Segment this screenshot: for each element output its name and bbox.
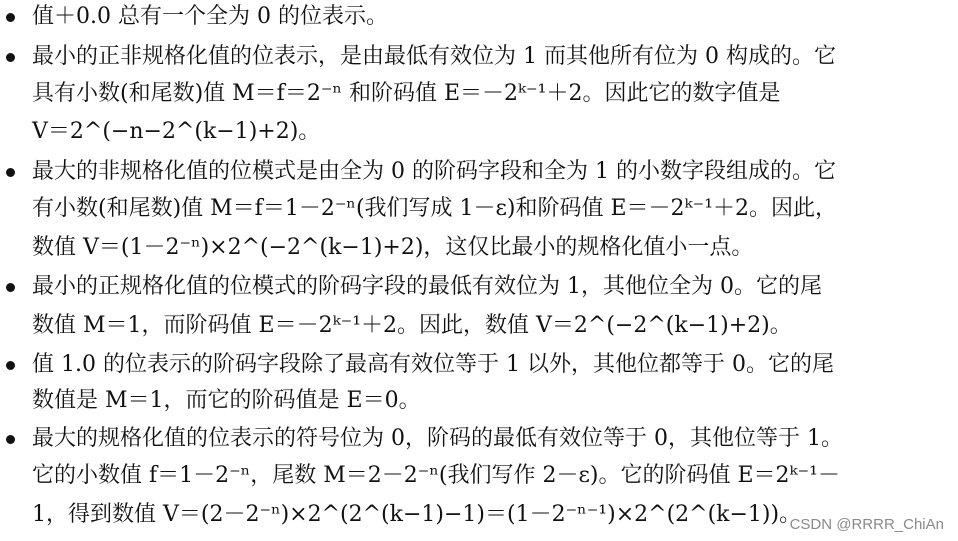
bullet-dot (6, 53, 15, 62)
text-line: 数值 V＝(1－2⁻ⁿ)×2^(−2^(k−1)+2)，这仅比最小的规格化值小一点。 (32, 235, 754, 260)
text-line: 数值 M＝1，而阶码值 E＝－2ᵏ⁻¹＋2。因此，数值 V＝2^(−2^(k−1)+2)。 (32, 313, 792, 338)
text-line: 最小的正规格化值的位模式的阶码字段的最低有效位为 1，其他位全为 0。它的尾 (32, 274, 822, 299)
text-line: 它的小数值 f＝1－2⁻ⁿ，尾数 M＝2－2⁻ⁿ(我们写作 2－ε)。它的阶码值 E＝2ᵏ⁻¹－ (32, 463, 840, 488)
bullet-dot (6, 435, 15, 444)
bullet-dot (6, 168, 15, 177)
text-line: 数值是 M＝1，而它的阶码值是 E＝0。 (32, 388, 421, 413)
text-line: 具有小数(和尾数)值 M＝f＝2⁻ⁿ 和阶码值 E＝－2ᵏ⁻¹＋2。因此它的数字值是 (32, 81, 781, 106)
watermark: CSDN @RRRR_ChiAn (789, 516, 944, 533)
text-line: 值＋0.0 总有一个全为 0 的位表示。 (32, 4, 388, 29)
text-line: 有小数(和尾数)值 M＝f＝1－2⁻ⁿ(我们写成 1－ε)和阶码值 E＝－2ᵏ⁻¹＋2。因此， (32, 196, 838, 221)
bullet-dot (6, 13, 15, 22)
text-line: 最大的非规格化值的位模式是由全为 0 的阶码字段和全为 1 的小数字段组成的。它 (32, 159, 836, 184)
text-line: V＝2^(−n−2^(k−1)+2)。 (32, 119, 321, 144)
text-line: 最大的规格化值的位表示的符号位为 0，阶码的最低有效位等于 0，其他位等于 1。 (32, 426, 843, 451)
text-line: 1，得到数值 V＝(2－2⁻ⁿ)×2^(2^(k−1)−1)＝(1－2⁻ⁿ⁻¹)×2^(2^(k−1))。 (32, 502, 802, 527)
bullet-dot (6, 283, 15, 292)
bullet-dot (6, 361, 15, 370)
text-line: 值 1.0 的位表示的阶码字段除了最高有效位等于 1 以外，其他位都等于 0。它的尾 (32, 352, 834, 377)
text-line: 最小的正非规格化值的位表示，是由最低有效位为 1 而其他所有位为 0 构成的。它 (32, 44, 836, 69)
